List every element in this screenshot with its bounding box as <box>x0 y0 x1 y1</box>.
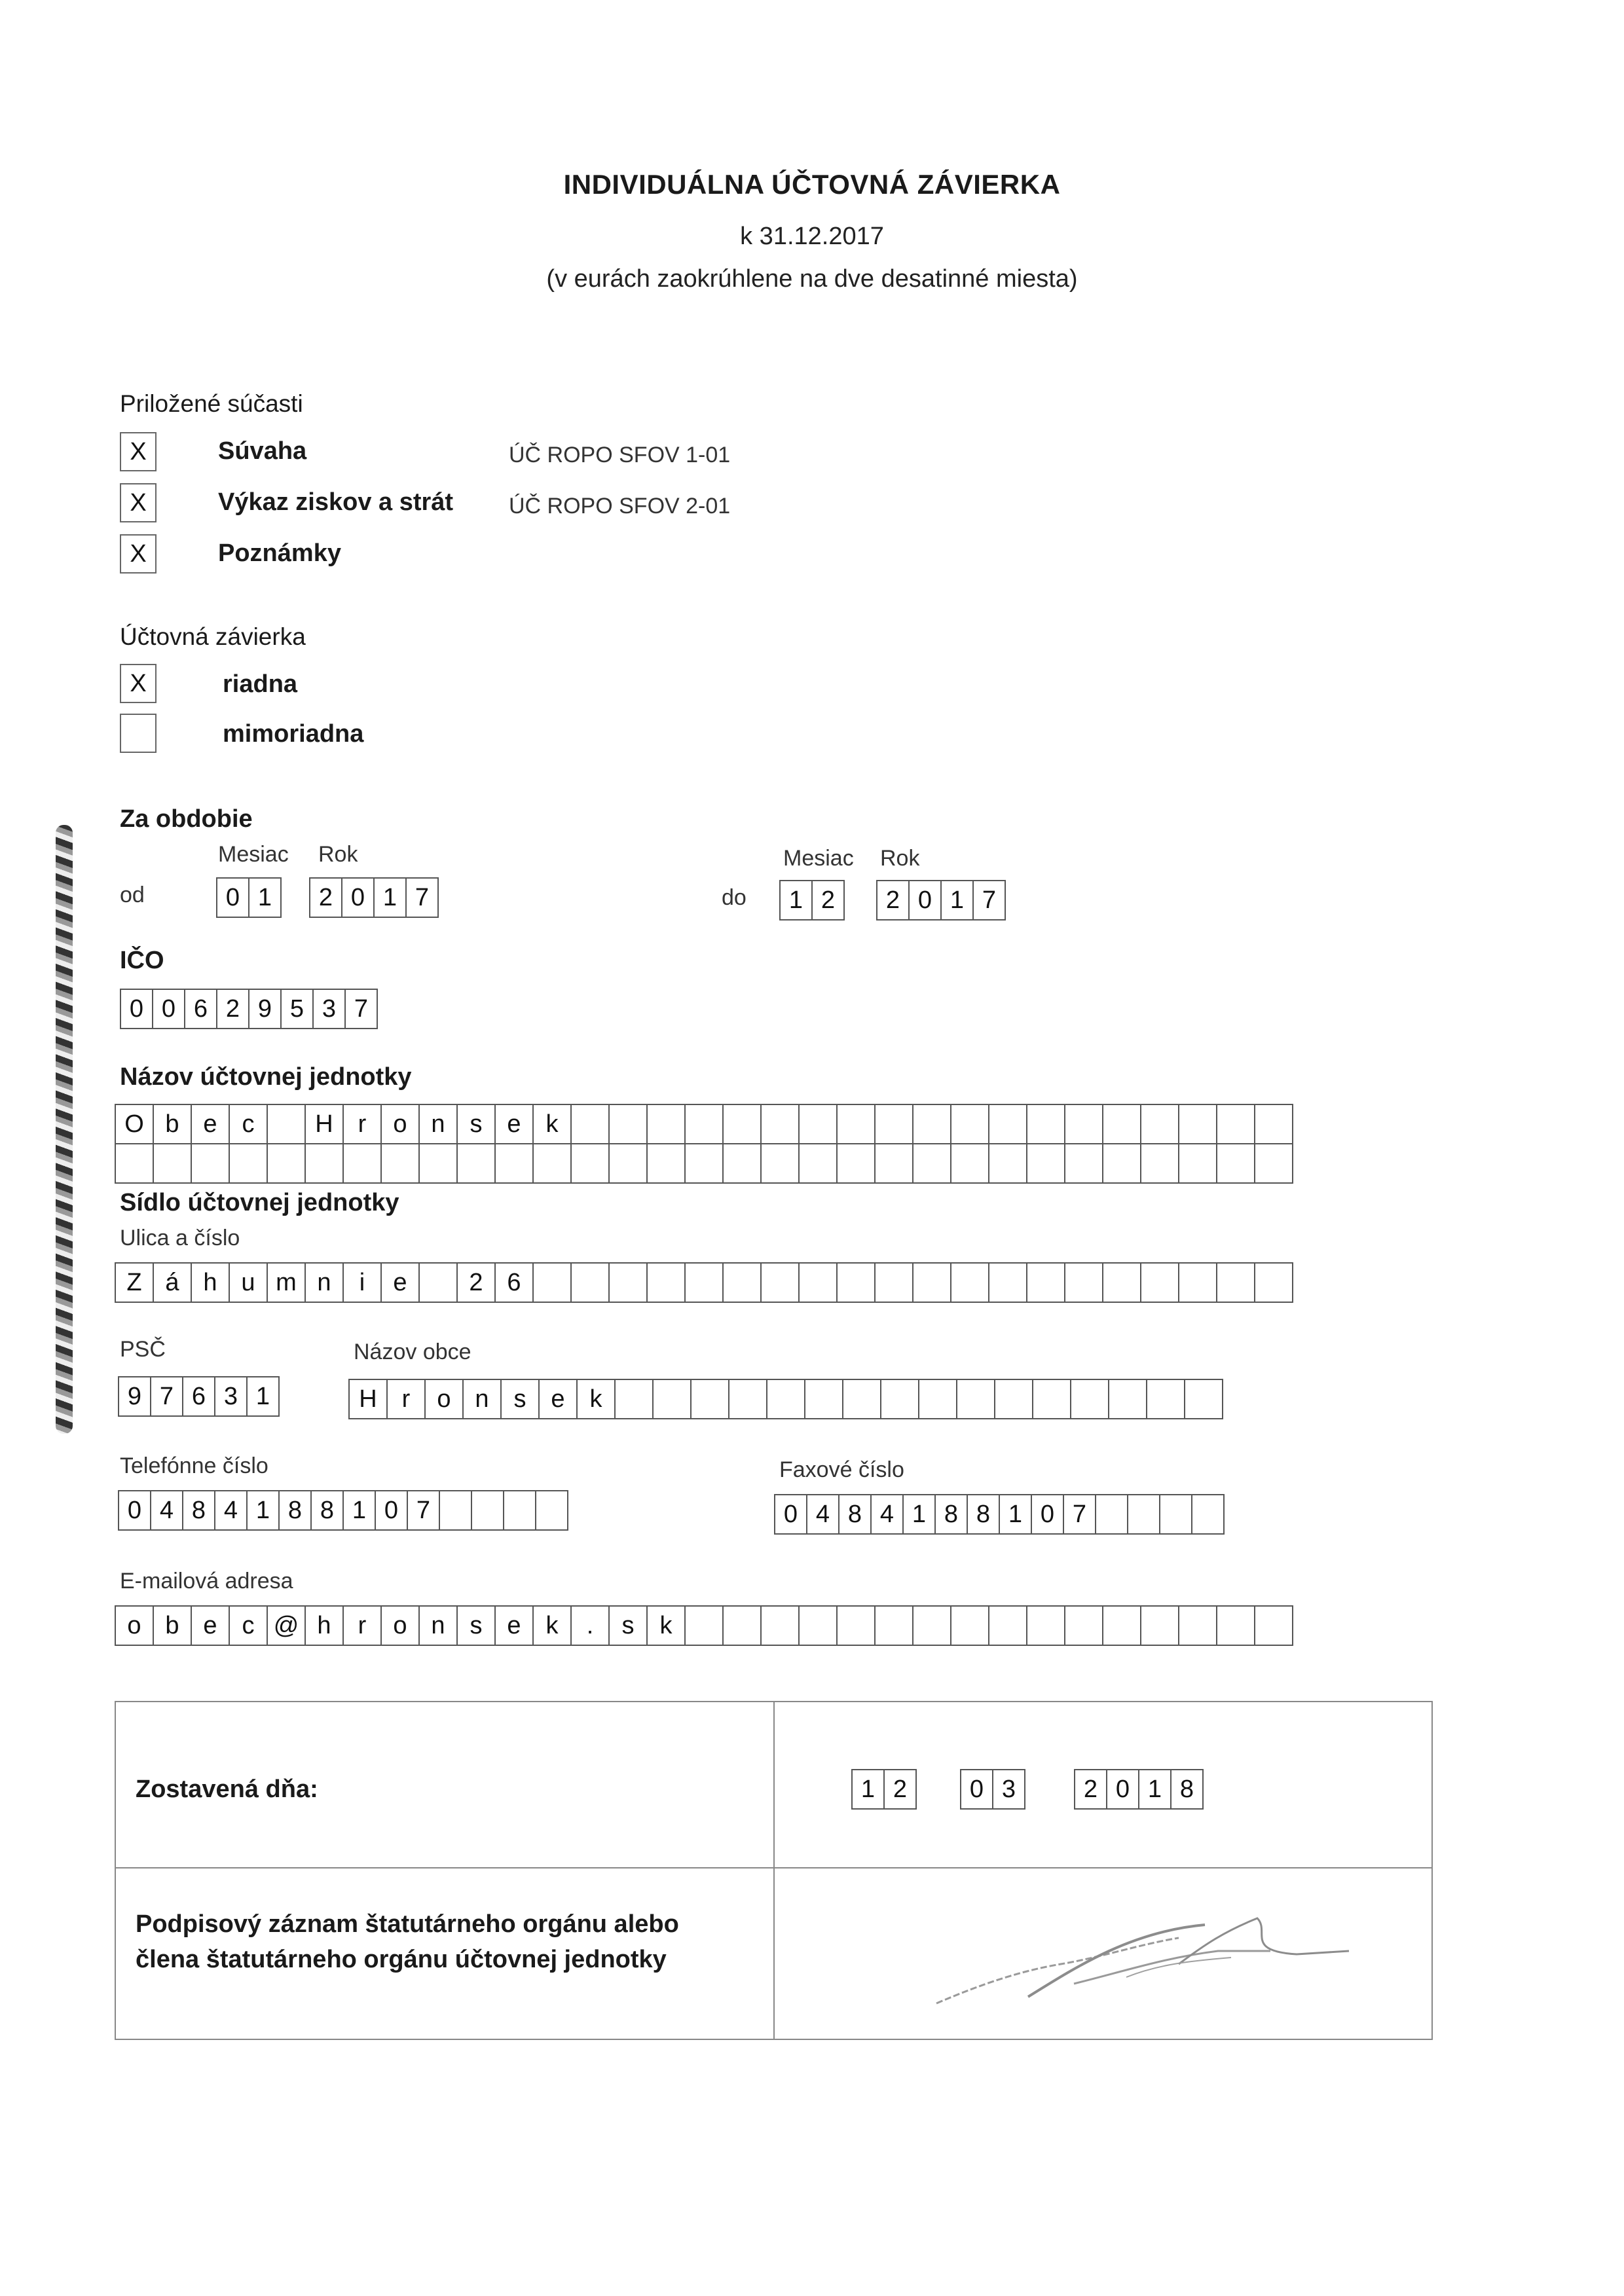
char-box: 1 <box>902 1494 936 1535</box>
email-label: E-mailová adresa <box>120 1569 293 1594</box>
char-box: h <box>191 1262 230 1303</box>
char-box <box>1216 1104 1255 1144</box>
char-box <box>418 1262 458 1303</box>
char-box: 0 <box>118 1490 151 1531</box>
char-box: 0 <box>960 1769 993 1810</box>
email-field[interactable] <box>115 1605 1292 1646</box>
char-box <box>1064 1143 1103 1184</box>
char-box <box>988 1262 1027 1303</box>
char-box: s <box>608 1605 648 1646</box>
char-box <box>1026 1104 1065 1144</box>
char-box: 6 <box>182 1376 215 1417</box>
city-field[interactable] <box>348 1379 1222 1419</box>
char-box: k <box>532 1104 572 1144</box>
document-title: INDIVIDUÁLNA ÚČTOVNÁ ZÁVIERKA <box>563 169 1061 200</box>
char-box <box>1102 1104 1141 1144</box>
char-box: o <box>380 1605 420 1646</box>
char-box: 1 <box>246 1490 280 1531</box>
char-box <box>608 1262 648 1303</box>
char-box <box>950 1605 989 1646</box>
char-box <box>1178 1143 1217 1184</box>
char-box <box>471 1490 504 1531</box>
char-box: 4 <box>806 1494 840 1535</box>
char-box: n <box>418 1104 458 1144</box>
char-box: i <box>342 1262 382 1303</box>
char-box <box>1102 1262 1141 1303</box>
char-box <box>722 1605 762 1646</box>
char-box: H <box>304 1104 344 1144</box>
char-box: s <box>500 1379 540 1419</box>
char-box: O <box>115 1104 154 1144</box>
char-box <box>760 1262 800 1303</box>
char-box: 2 <box>883 1769 917 1810</box>
char-box: 5 <box>280 989 314 1029</box>
seat-heading: Sídlo účtovnej jednotky <box>120 1189 399 1216</box>
char-box <box>1178 1262 1217 1303</box>
char-box <box>1140 1104 1179 1144</box>
char-box: 0 <box>774 1494 807 1535</box>
char-box <box>684 1262 724 1303</box>
char-box: 6 <box>184 989 217 1029</box>
char-box: 8 <box>182 1490 215 1531</box>
char-box <box>1102 1605 1141 1646</box>
char-box <box>439 1490 472 1531</box>
char-box: 9 <box>118 1376 151 1417</box>
char-box: 4 <box>214 1490 248 1531</box>
char-box <box>1108 1379 1147 1419</box>
char-box <box>918 1379 957 1419</box>
char-box: n <box>304 1262 344 1303</box>
char-box <box>1026 1605 1065 1646</box>
char-box <box>950 1104 989 1144</box>
signature-scribble <box>930 1892 1375 2023</box>
ico-label: IČO <box>120 947 164 974</box>
char-box: 7 <box>344 989 378 1029</box>
char-box <box>646 1143 686 1184</box>
char-box: 1 <box>1138 1769 1172 1810</box>
char-box: o <box>115 1605 154 1646</box>
char-box <box>836 1605 876 1646</box>
char-box <box>1102 1143 1141 1184</box>
attachment-checkbox-poznamky[interactable] <box>120 534 157 574</box>
char-box <box>880 1379 919 1419</box>
entity-name-field-row2[interactable] <box>115 1143 1292 1184</box>
char-box <box>760 1143 800 1184</box>
char-box <box>1095 1494 1128 1535</box>
char-box: @ <box>267 1605 306 1646</box>
compiled-date-label: Zostavená dňa: <box>136 1776 318 1803</box>
char-box: o <box>380 1104 420 1144</box>
char-box <box>950 1143 989 1184</box>
checkbox-mark: X <box>130 488 147 517</box>
char-box: 8 <box>934 1494 968 1535</box>
char-box <box>1032 1379 1071 1419</box>
footer-table-horizontal-divider <box>115 1867 1433 1868</box>
char-box: 2 <box>216 989 249 1029</box>
char-box <box>229 1143 268 1184</box>
char-box: 9 <box>248 989 282 1029</box>
char-box: b <box>153 1605 192 1646</box>
char-box: 7 <box>1063 1494 1096 1535</box>
char-box <box>1216 1143 1255 1184</box>
compiled-year-field[interactable] <box>1074 1769 1202 1810</box>
char-box <box>766 1379 805 1419</box>
statement-type-heading: Účtovná závierka <box>120 623 306 650</box>
char-box <box>456 1143 496 1184</box>
char-box: 1 <box>999 1494 1032 1535</box>
char-box: 1 <box>342 1490 376 1531</box>
char-box: e <box>494 1605 534 1646</box>
char-box <box>646 1262 686 1303</box>
char-box: 2 <box>876 880 910 920</box>
attachment-checkbox-suvaha[interactable] <box>120 432 157 471</box>
char-box <box>153 1143 192 1184</box>
char-box <box>994 1379 1033 1419</box>
char-box: . <box>570 1605 610 1646</box>
period-from-year-field[interactable] <box>309 877 437 918</box>
char-box: k <box>646 1605 686 1646</box>
fax-field[interactable] <box>774 1494 1223 1535</box>
char-box: 2 <box>811 880 845 920</box>
char-box <box>503 1490 536 1531</box>
char-box <box>760 1104 800 1144</box>
char-box <box>1254 1104 1293 1144</box>
char-box <box>690 1379 729 1419</box>
char-box <box>1140 1605 1179 1646</box>
phone-label: Telefónne číslo <box>120 1453 268 1478</box>
char-box <box>1184 1379 1223 1419</box>
document-date: k 31.12.2017 <box>740 223 884 250</box>
char-box: 1 <box>373 877 407 918</box>
char-box: á <box>153 1262 192 1303</box>
char-box: e <box>538 1379 578 1419</box>
char-box <box>614 1379 654 1419</box>
char-box: c <box>229 1605 268 1646</box>
char-box <box>874 1262 913 1303</box>
statement-type-label-mimoriadna: mimoriadna <box>223 720 364 748</box>
char-box <box>912 1262 951 1303</box>
char-box: 4 <box>150 1490 183 1531</box>
char-box <box>684 1605 724 1646</box>
char-box <box>535 1490 568 1531</box>
char-box: u <box>229 1262 268 1303</box>
char-box <box>1216 1262 1255 1303</box>
char-box <box>1191 1494 1225 1535</box>
char-box: e <box>494 1104 534 1144</box>
char-box <box>956 1379 995 1419</box>
char-box: r <box>386 1379 426 1419</box>
char-box: 7 <box>405 877 439 918</box>
period-to-year-field[interactable] <box>876 880 1005 920</box>
char-box: r <box>342 1605 382 1646</box>
char-box <box>380 1143 420 1184</box>
psc-label: PSČ <box>120 1337 166 1362</box>
char-box <box>570 1143 610 1184</box>
statement-type-checkbox-mimoriadna[interactable] <box>120 714 157 753</box>
char-box: b <box>153 1104 192 1144</box>
char-box <box>836 1262 876 1303</box>
currency-note: (v eurách zaokrúhlene na dve desatinné miesta) <box>546 265 1078 293</box>
char-box <box>798 1605 838 1646</box>
char-box <box>1070 1379 1109 1419</box>
char-box <box>342 1143 382 1184</box>
char-box <box>1064 1605 1103 1646</box>
period-from-year-label: Rok <box>318 842 358 867</box>
attachment-checkbox-vykaz[interactable] <box>120 483 157 522</box>
char-box <box>1064 1262 1103 1303</box>
char-box <box>532 1143 572 1184</box>
char-box: 1 <box>940 880 974 920</box>
char-box <box>874 1104 913 1144</box>
char-box <box>874 1143 913 1184</box>
phone-field[interactable] <box>118 1490 567 1531</box>
statement-type-label-riadna: riadna <box>223 670 298 698</box>
attachments-heading: Priložené súčasti <box>120 390 303 417</box>
char-box <box>1140 1143 1179 1184</box>
attachment-label-poznamky: Poznámky <box>218 539 341 567</box>
char-box: o <box>424 1379 464 1419</box>
char-box: 0 <box>1106 1769 1139 1810</box>
char-box: 3 <box>214 1376 248 1417</box>
checkbox-mark: X <box>130 539 147 568</box>
char-box <box>494 1143 534 1184</box>
period-to-month-label: Mesiac <box>783 846 854 871</box>
char-box <box>728 1379 767 1419</box>
document-binding-cord <box>56 825 73 1434</box>
char-box: 7 <box>407 1490 440 1531</box>
char-box <box>988 1605 1027 1646</box>
char-box <box>304 1143 344 1184</box>
char-box <box>760 1605 800 1646</box>
period-heading: Za obdobie <box>120 805 253 833</box>
char-box <box>570 1262 610 1303</box>
char-box <box>722 1262 762 1303</box>
char-box <box>418 1143 458 1184</box>
entity-name-label: Názov účtovnej jednotky <box>120 1063 412 1091</box>
char-box <box>1254 1262 1293 1303</box>
char-box <box>267 1104 306 1144</box>
psc-field[interactable] <box>118 1376 278 1417</box>
char-box <box>608 1104 648 1144</box>
char-box: 2 <box>1074 1769 1107 1810</box>
char-box: 0 <box>120 989 153 1029</box>
char-box <box>798 1104 838 1144</box>
char-box <box>1026 1262 1065 1303</box>
char-box: Z <box>115 1262 154 1303</box>
char-box <box>1178 1605 1217 1646</box>
char-box: 0 <box>216 877 249 918</box>
char-box <box>912 1143 951 1184</box>
compiled-month-field[interactable] <box>960 1769 1024 1810</box>
char-box: 8 <box>310 1490 344 1531</box>
char-box: 8 <box>1170 1769 1204 1810</box>
char-box: c <box>229 1104 268 1144</box>
char-box <box>1146 1379 1185 1419</box>
attachment-label-suvaha: Súvaha <box>218 437 307 465</box>
char-box: 1 <box>246 1376 280 1417</box>
char-box <box>1254 1143 1293 1184</box>
char-box: e <box>191 1605 230 1646</box>
char-box <box>804 1379 843 1419</box>
period-from-label: od <box>120 883 145 907</box>
entity-name-field-row1[interactable] <box>115 1104 1292 1144</box>
char-box: s <box>456 1605 496 1646</box>
char-box <box>646 1104 686 1144</box>
attachment-code-vykaz: ÚČ ROPO SFOV 2-01 <box>509 494 731 519</box>
signature-label-line2: člena štatutárneho orgánu účtovnej jednotky <box>136 1946 667 1973</box>
char-box <box>608 1143 648 1184</box>
char-box <box>842 1379 881 1419</box>
compiled-day-field[interactable] <box>851 1769 915 1810</box>
char-box <box>1254 1605 1293 1646</box>
char-box <box>267 1143 306 1184</box>
char-box <box>652 1379 692 1419</box>
char-box: H <box>348 1379 388 1419</box>
attachment-label-vykaz: Výkaz ziskov a strát <box>218 488 454 516</box>
char-box <box>836 1143 876 1184</box>
char-box: r <box>342 1104 382 1144</box>
char-box: 2 <box>309 877 342 918</box>
city-label: Názov obce <box>354 1339 471 1364</box>
char-box <box>1159 1494 1192 1535</box>
checkbox-mark: X <box>130 437 147 465</box>
char-box <box>798 1262 838 1303</box>
char-box <box>684 1104 724 1144</box>
street-field[interactable] <box>115 1262 1292 1303</box>
period-to-month-field[interactable] <box>779 880 843 920</box>
statement-type-checkbox-riadna[interactable] <box>120 664 157 703</box>
street-label: Ulica a číslo <box>120 1226 240 1250</box>
char-box: 2 <box>456 1262 496 1303</box>
signature-label-line1: Podpisový záznam štatutárneho orgánu alebo <box>136 1910 679 1938</box>
char-box <box>1140 1262 1179 1303</box>
char-box: s <box>456 1104 496 1144</box>
period-to-year-label: Rok <box>880 846 920 871</box>
char-box: 0 <box>908 880 942 920</box>
char-box <box>836 1104 876 1144</box>
char-box: 8 <box>838 1494 872 1535</box>
char-box <box>191 1143 230 1184</box>
char-box: n <box>462 1379 502 1419</box>
char-box: 1 <box>248 877 282 918</box>
char-box: m <box>267 1262 306 1303</box>
char-box <box>1216 1605 1255 1646</box>
char-box: 0 <box>152 989 185 1029</box>
char-box: 0 <box>375 1490 408 1531</box>
char-box <box>684 1143 724 1184</box>
period-from-month-field[interactable] <box>216 877 280 918</box>
char-box: 6 <box>494 1262 534 1303</box>
footer-table-vertical-divider <box>773 1701 775 2040</box>
char-box <box>115 1143 154 1184</box>
char-box: 8 <box>967 1494 1000 1535</box>
ico-field[interactable] <box>120 989 377 1029</box>
char-box <box>1178 1104 1217 1144</box>
char-box <box>532 1262 572 1303</box>
char-box: e <box>380 1262 420 1303</box>
char-box <box>950 1262 989 1303</box>
char-box <box>1026 1143 1065 1184</box>
char-box: 1 <box>851 1769 885 1810</box>
char-box: 7 <box>972 880 1006 920</box>
char-box <box>1127 1494 1160 1535</box>
char-box: 0 <box>341 877 375 918</box>
fax-label: Faxové číslo <box>779 1457 904 1482</box>
period-from-month-label: Mesiac <box>218 842 289 867</box>
char-box: h <box>304 1605 344 1646</box>
attachment-code-suvaha: ÚČ ROPO SFOV 1-01 <box>509 443 731 467</box>
char-box: 8 <box>278 1490 312 1531</box>
char-box <box>1064 1104 1103 1144</box>
char-box: 4 <box>870 1494 904 1535</box>
char-box: 3 <box>992 1769 1025 1810</box>
char-box <box>912 1605 951 1646</box>
period-to-label: do <box>722 885 747 910</box>
char-box <box>988 1143 1027 1184</box>
char-box <box>988 1104 1027 1144</box>
char-box <box>722 1143 762 1184</box>
char-box: k <box>576 1379 616 1419</box>
char-box: 3 <box>312 989 346 1029</box>
char-box <box>570 1104 610 1144</box>
char-box: 0 <box>1031 1494 1064 1535</box>
char-box <box>722 1104 762 1144</box>
char-box: k <box>532 1605 572 1646</box>
checkbox-mark: X <box>130 669 147 697</box>
char-box: e <box>191 1104 230 1144</box>
char-box <box>912 1104 951 1144</box>
char-box: 1 <box>779 880 813 920</box>
char-box <box>798 1143 838 1184</box>
char-box: n <box>418 1605 458 1646</box>
char-box <box>874 1605 913 1646</box>
char-box: 7 <box>150 1376 183 1417</box>
